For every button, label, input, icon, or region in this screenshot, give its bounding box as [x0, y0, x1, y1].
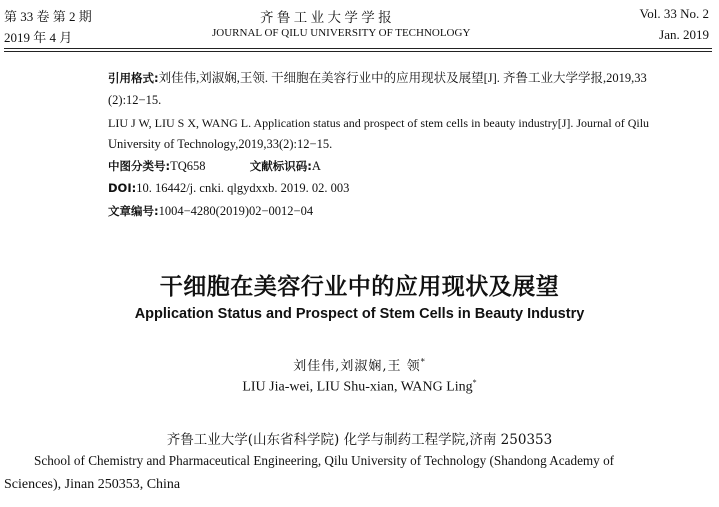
authors-cn-names: 刘佳伟,刘淑娴,王 领	[293, 359, 421, 374]
authors-cn	[0, 355, 719, 374]
article-value: 1004−4280(2019)02−0012−04	[158, 204, 314, 218]
title-en: Application Status and Prospect of Stem Cells in Beauty Industry	[134, 306, 585, 322]
citation-cn-line1	[108, 68, 647, 89]
corresponding-mark-en: *	[472, 378, 477, 387]
header-rule-bottom	[4, 51, 712, 52]
header-date-en: Jan. 2019	[659, 27, 709, 42]
header-volume-en: Vol. 33 No. 2	[639, 6, 709, 21]
header-date-cn: 2019 年 4 月	[4, 30, 73, 45]
citation-en-line1: LIU J W, LIU S X, WANG L. Application status and prospect of stem cells in beauty industry[J]. Journal of Qilu	[108, 116, 650, 130]
authors-en-names: LIU Jia-wei, LIU Shu-xian, WANG Ling	[242, 379, 473, 395]
clc-value: TQ658	[170, 159, 206, 173]
doi-value: 10. 16442/j. cnki. qlgydxxb. 2019. 02. 003	[136, 181, 350, 195]
doi-line	[108, 178, 349, 199]
affiliation-en-line2: Sciences), Jinan 250353, China	[4, 477, 181, 492]
clc-label: 中图分类号:	[108, 159, 171, 173]
doccode-label: 文献标识码:	[249, 159, 312, 173]
citation-cn-label: 引用格式:	[108, 71, 159, 85]
corresponding-mark-cn: *	[420, 357, 426, 367]
affiliation-cn: 齐鲁工业大学(山东省科学院) 化学与制药工程学院,济南 250353	[166, 432, 553, 448]
authors-en	[0, 378, 719, 396]
title-cn: 干细胞在美容行业中的应用现状及展望	[159, 274, 560, 300]
citation-cn-line2: (2):12−15.	[108, 93, 162, 107]
header-journal-cn: 齐 鲁 工 业 大 学 学 报	[260, 10, 392, 25]
citation-en-line2: University of Technology,2019,33(2):12−15.	[108, 137, 333, 151]
doi-label: DOI:	[108, 181, 137, 195]
classification-line	[108, 156, 321, 177]
header-volume-cn: 第 33 卷 第 2 期	[4, 9, 92, 24]
citation-cn-text: 刘佳伟,刘淑娴,王领. 干细胞在美容行业中的应用现状及展望[J]. 齐鲁工业大学学报,2019,33	[158, 71, 647, 85]
article-label: 文章编号:	[108, 204, 159, 218]
affiliation-en-line1: School of Chemistry and Pharmaceutical Engineering, Qilu University of Technology (Shandong Academy of	[34, 453, 615, 468]
header-journal-en: JOURNAL OF QILU UNIVERSITY OF TECHNOLOGY	[212, 27, 471, 39]
article-number-line	[108, 201, 313, 222]
header-rule-top	[4, 48, 712, 49]
doccode-value: A	[311, 159, 321, 173]
